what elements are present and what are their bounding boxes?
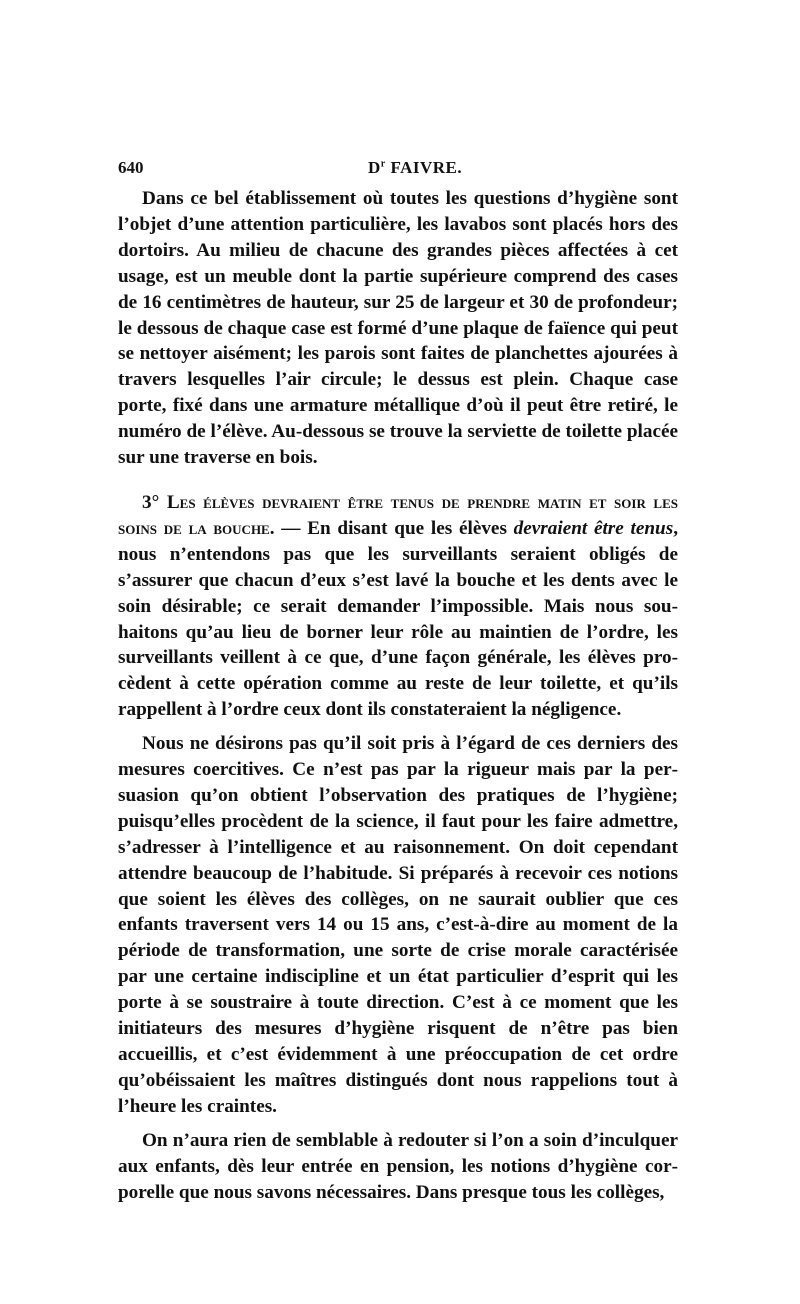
section-number: 3° bbox=[142, 491, 167, 513]
section-heading: Les élèves devraient être tenus de prendre matin et soir les soins de la bouche. bbox=[118, 491, 678, 539]
paragraph-lavabos: Dans ce bel établissement où toutes les questions d’hygiène sont l’objet d’une attention particulière, les lavabos sont placés hors des dortoirs. Au milieu de chacune des grandes pièces affectées à cet usage, est un meuble dont la partie supérieure comprend des cases de 16 centimètres de hauteur, sur 25 de largeur et 30 de profondeur; le dessous de chaque case est formé d’une plaque de faïence qui peut se nettoyer aisément; les parois sont faites de planchettes ajourées à travers lesquelles l’air circule; le dessus est plein. Chaque case porte, fixé dans une armature métallique d’où il peut être retiré, le numéro de l’élève. Au-dessous se trouve la serviette de toilette placée sur une traverse en bois. bbox=[118, 188, 678, 469]
paragraph-mesures: Nous ne désirons pas qu’il soit pris à l’égard de ces derniers des mesures coercitives. Ce n’est pas par la rigueur mais par la persuasion qu’on obtient l’observation des pratiques de l’hygiène; puisqu’elles procèdent de la science, il faut pour les faire admettre, s’adresser à l’intelligence et au raisonnement. On doit cependant attendre beaucoup de l’habitude. Si préparés à recevoir ces notions que soient les élèves des collèges, on ne saurait oublier que ces enfants traversent vers 14 ou 15 ans, c’est-à-dire au moment de la période de transformation, une sorte de crise morale caractérisée par une certaine indiscipline et un état particulier d’esprit qui les porte à se soustraire à toute direction. C’est à ce moment que les initiateurs des mesures d’hygiène risquent de n’être pas bien accueillis, et c’est évidemment à une préoccupation de cet ordre qu’obéissaient les maîtres distingués dont nous rappelions tout à l’heure les craintes. bbox=[118, 733, 678, 1117]
author-name: FAIVRE. bbox=[385, 158, 463, 177]
section-italic-text: devraient être tenus bbox=[513, 517, 674, 539]
running-title bbox=[368, 158, 462, 178]
running-header bbox=[118, 150, 678, 180]
paragraph-inculquer: On n’aura rien de semblable à redouter si l’on a soin d’inculquer aux enfants, dès leur entrée en pension, les notions d’hygiène corporelle que nous savons nécessaires. Dans presque tous les collèges, bbox=[118, 1129, 678, 1203]
document-page bbox=[118, 150, 678, 1205]
page-number: 640 bbox=[118, 158, 144, 177]
paragraph-section-3 bbox=[118, 490, 678, 723]
section-rest-text: , nous n’entendons pas que les surveillants seraient obligés de s’assurer que chacun d’eux s’est lavé la bouche et les dents avec le soin désirable; ce serait demander l’impossible. Mais nous souhaitons qu’au lieu de borner leur rôle au maintien de l’ordre, les surveillants veillent à ce que, d’une façon générale, les élèves procèdent à cette opération comme au reste de leur toilette, et qu’ils rappellent à l’ordre ceux dont ils constateraient la négligence. bbox=[118, 517, 678, 721]
body-text bbox=[118, 186, 678, 1205]
author-prefix: D bbox=[368, 158, 381, 177]
section-dash-text: — En disant que les élèves bbox=[274, 517, 514, 539]
author-sup: r bbox=[380, 158, 386, 170]
